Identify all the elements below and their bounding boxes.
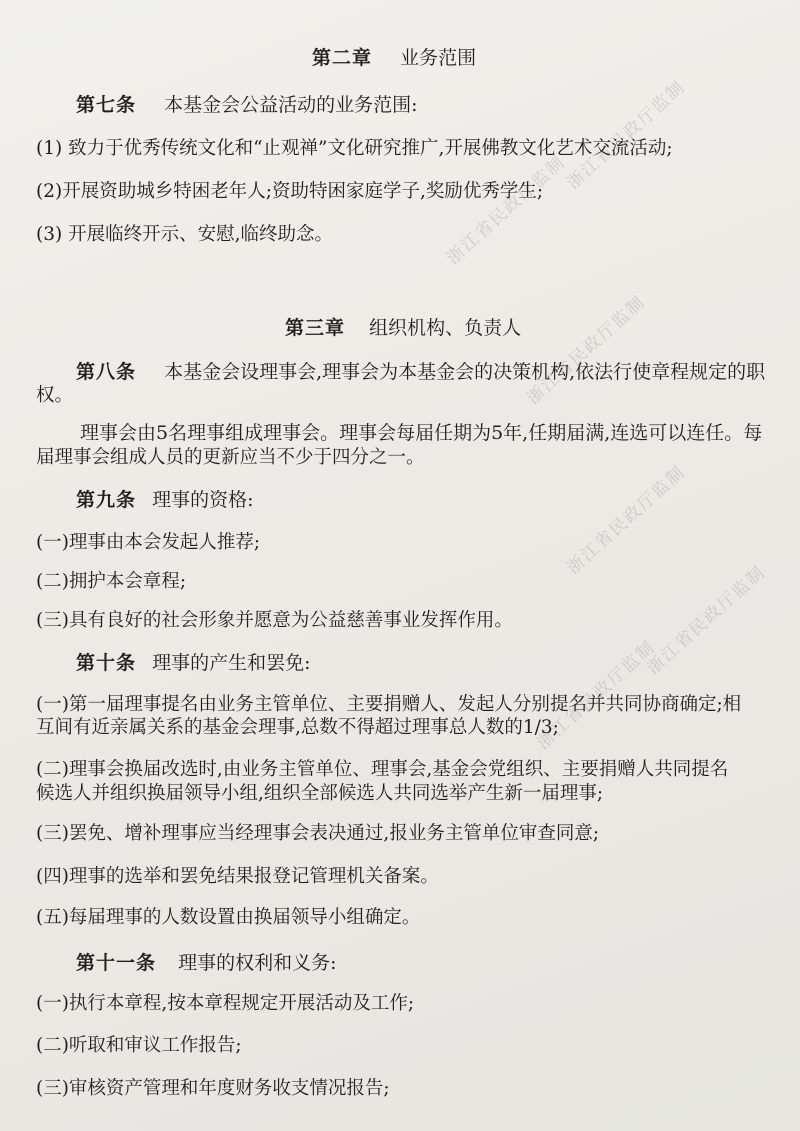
article10-item-1-line1: (一)第一届理事提名由业务主管单位、主要捐赠人、发起人分别提名并共同协商确定;相 [36, 694, 742, 715]
article11-label: 第十一条 [76, 952, 157, 974]
article8-text-line1: 本基金会设理事会,理事会为本基金会的决策机构,依法行使章程规定的职 [164, 361, 766, 383]
watermark: 浙江省民政厅监制 [563, 462, 690, 579]
watermark: 浙江省民政厅监制 [643, 562, 770, 679]
article10-item-5: (五)每届理事的人数设置由换届领导小组确定。 [36, 907, 421, 928]
article8-label: 第八条 [76, 361, 137, 383]
chapter3-title: 第三章 [285, 317, 346, 339]
article8-text-line2: 权。 [36, 385, 74, 406]
watermark: 浙江省民政厅监制 [523, 292, 650, 409]
article11-heading [76, 951, 336, 975]
article7-item-2: (2)开展资助城乡特困老年人;资助特困家庭学子,奖励优秀学生; [36, 181, 544, 202]
article10-item-3: (三)罢免、增补理事应当经理事会表决通过,报业务主管单位审查同意; [36, 823, 600, 844]
article7-heading [76, 93, 417, 117]
article9-label: 第九条 [76, 489, 137, 511]
article7-text: 本基金会公益活动的业务范围: [164, 94, 418, 116]
article7-item-3: (3) 开展临终开示、安慰,临终助念。 [36, 224, 333, 245]
chapter2-heading [312, 46, 476, 70]
article8-heading [76, 360, 765, 384]
article7-item-1: (1) 致力于优秀传统文化和“止观禅”文化研究推广,开展佛教文化艺术交流活动; [36, 138, 673, 159]
watermark: 浙江省民政厅监制 [563, 77, 690, 194]
article9-item-1: (一)理事由本会发起人推荐; [36, 532, 261, 553]
article9-item-3: (三)具有良好的社会形象并愿意为公益慈善事业发挥作用。 [36, 610, 513, 631]
article10-heading [76, 651, 310, 675]
article10-item-1-line2: 互间有近亲属关系的基金会理事,总数不得超过理事总人数的1/3; [36, 717, 559, 738]
article9-heading [76, 488, 253, 512]
chapter2-subtitle: 业务范围 [400, 47, 477, 69]
article11-item-2: (二)听取和审议工作报告; [36, 1035, 242, 1056]
article8-para2-line1: 理事会由5名理事组成理事会。理事会每届任期为5年,任期届满,连选可以连任。每 [80, 422, 763, 444]
article11-item-1: (一)执行本章程,按本章程规定开展活动及工作; [36, 993, 415, 1014]
chapter2-title: 第二章 [312, 47, 373, 69]
article11-item-3: (三)审核资产管理和年度财务收支情况报告; [36, 1078, 390, 1099]
article10-item-4: (四)理事的选举和罢免结果报登记管理机关备案。 [36, 866, 439, 887]
article10-text: 理事的产生和罢免: [152, 652, 311, 674]
article10-item-2-line1: (二)理事会换届改选时,由业务主管单位、理事会,基金会党组织、主要捐赠人共同提名 [36, 759, 729, 780]
article11-text: 理事的权利和义务: [178, 952, 337, 974]
watermark: 浙江省民政厅监制 [443, 152, 570, 269]
article9-item-2: (二)拥护本会章程; [36, 571, 187, 592]
watermark: 浙江省民政厅监制 [533, 637, 660, 754]
article9-text: 理事的资格: [152, 489, 254, 511]
article7-label: 第七条 [76, 94, 137, 116]
article8-para2-line2: 届理事会组成人员的更新应当不少于四分之一。 [36, 447, 425, 468]
chapter3-heading [285, 316, 521, 340]
article10-item-2-line2: 候选人并组织换届领导小组,组织全部候选人共同选举产生新一届理事; [36, 783, 604, 804]
chapter3-subtitle: 组织机构、负责人 [369, 317, 522, 339]
article10-label: 第十条 [76, 652, 137, 674]
